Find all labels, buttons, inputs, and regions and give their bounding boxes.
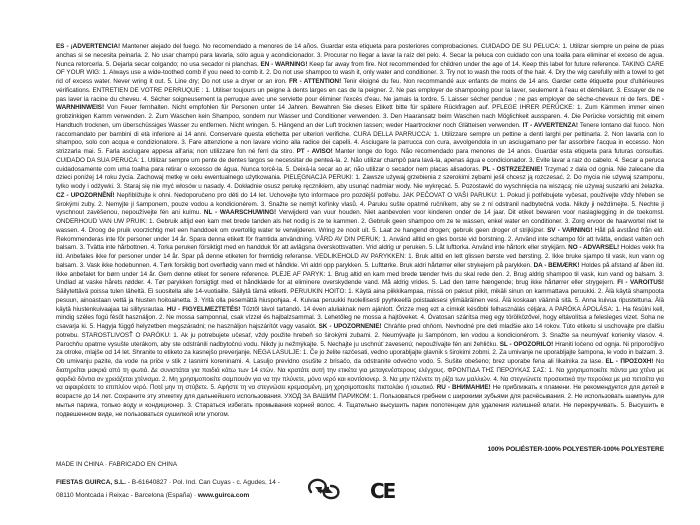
warning-lead: RU - ВНИМАНИЕ! [436, 384, 491, 392]
warning-care-text [56, 43, 664, 443]
warning-lead: HU - FIGYELMEZTETÉS! [166, 305, 241, 313]
warning-text: Tűztől távol tartandó. 14 éven aluliaknak nem ajánlott. Őrizze meg ezt a címkét későbbi felhasználás céljára. A PARÓKA ÁPOLÁSA: 1. Ha fésülni kell, mindig széles fogú fésűt használjon. 2. Ne mossa samponnal, csak vízzel és hajbalzsammal. 3. Lehetőleg ne mossa a hajtöveket. 4. Óvatosan szárítsa meg egy törölközővel, hogy eltávolítsa a felesleges vizet. Soha ne csavarja ki. 5. Hagyja függő helyzetben megszáradni; ne használjon hajszárítót vagy vasalót. [56, 305, 664, 330]
warning-lead: FI - VAROITUS! [617, 279, 664, 287]
company-line-2 [56, 489, 286, 502]
warning-lead: DE - WARNHINWEIS! [56, 95, 664, 112]
warning-text: Verwijderd van vuur houden. Niet aanbevolen voor kinderen onder de 14 jaar. Dit etiket bewaren voor naslaglegging in de toekomst. ONDERHOUD VAN UW PRUIK: 1. Gebruik altijd een kam met brede tanden als het nodig is ze te kammen. 2. Gebruik geen shampoo om ze te wassen, enkel water en conditioner. 3. Zorg ervoor de haarwortel niet te wassen. 4. Droog de pruik voorzichtig met een handdoek om overtollig water te verwijderen. Wring ze nooit uit. 5. Laat ze hangend drogen; gebruik geen droger of strijkijzer. [56, 209, 664, 234]
warning-lead: FR - ATTENTION! [288, 78, 342, 85]
warning-lead: SL - OPOZORILO! [499, 340, 554, 348]
warning-text: Manter longe do fogo. Não recomendado para menores de 14 anos. Guardar esta etiqueta para futuras consultas. CUIDADO DA SUA PERUCA: 1. Utilizar sempre um pente de dentes largos se necessitar de penteá-la. 2. Não utilizar champô para lavá-la, apenas água e condicionador. 3. Evite lavar a raiz do cabelo. 4. Secar a peruca cuidadosamente com uma toalha para retirar o excesso de água. Nunca torcê-la. 5. Deixá-la secar ao ar; não utilizar o secador nem placas alisadoras. [56, 148, 664, 173]
warning-lead: SK - UPOZORNENIE! [318, 323, 382, 330]
warning-text: Mantener alejado del fuego. No recomendado a menores de 14 años. Guardar esta etiqueta para posteriores comprobaciones. CUIDADO DE SU PELUCA: 1. Utilizar siempre un peine de púas anchas si se necesita peinarla. 2. No usar champú para lavarla, sólo agua y acondicionador. 3. Procurar no llegar a lavar la raíz del pelo. 4. Secar la peluca con cuidado con una toalla para eliminar el exceso de agua. Nunca retorcerla. 5. Dejarla secar colgando; no usa secador ni planchas. [56, 43, 664, 68]
warning-lead: DA - BEMÆRK! [533, 261, 580, 269]
warning-text: Trzymać z dala od ognia. Nie zalecane dla dzieci poniżej 14 roku życia. Zachowaj metkę w celu ewentualnego użytkowania. PIELĘGNACJA PERUKI: 1. Zawsze używaj grzebienia z szerokimi zębami jeśli chcesz ją rozczesać. 2. Do mycia nie używaj szamponu, tylko wody i odżywki. 3. Staraj się nie myć włosów u nasady. 4. Dokładnie osusz perukę ręcznikiem, aby usunąć nadmiar wody. Nie wykręcać. 5. Pozostawić do wyschnięcia na wiszącą; nie używaj suszarki ani żelazka. [56, 165, 664, 190]
warning-lead: ES - ¡ADVERTENCIA! [56, 43, 121, 50]
warning-lead: PL - OSTRZEŻENIE! [482, 165, 543, 173]
warning-lead: IT - AVVERTENZA! [522, 121, 578, 129]
warning-text: Не приближать к пламени. Не рекомендуется для детей в возрасте до 14 лет. Сохраните эту этикетку для дальнейшего использования. УХОД ЗА ВАШИМ ПАРИКОМ: 1. Пользоваться гребнем с широкими зубьями для расчёсывания. 2. Не использовать шампунь для мытья парика, только воду и кондиционер. 3. Стараться избегать промывания корней волос. 4. Тщательно высушить парик полотенцем для удаления излишней влаги. Не перекручивать. 5. Высушить в подвешенном виде, не пользоваться сушилкой или утюгом. [56, 384, 664, 418]
warning-text: Säilytettävä poissa tulen läheltä. Ei suositella alle 14-vuotiaille. Säilytä tämä etiketti. PERUUKIN HOITO: 1. Käytä aina piikkikampaa, missä on paksut piikit, mikäli sinun on kammattava peruukki. 2. Älä käytä shampoota pesuun, ainoastaan vettä ja hiusten hoitoainetta. 3. Yritä olla pesemättä hiuspohjaa. 4. Kuivaa peruukki huolellisesti pyyhkeellä poistaaksesi ylimääräinen vesi. Älä koskaan väännä sitä. 5. Anna kuivua ripustettuna. Älä käytä hiustenkuivaajaa tai silitysrautaa. [56, 288, 664, 313]
composition-line: 100% POLIÉSTER-100% POLYESTER-100% POLYESTERE [487, 446, 664, 453]
company-block [56, 476, 286, 502]
company-website: www.guirca.com [197, 492, 250, 499]
warning-lead: NO - ADVARSEL! [568, 244, 620, 252]
ce-mark-logo: CE [370, 479, 395, 503]
warning-text: Håll på avstånd från eld. Rekommenderas inte för personer under 14 år. Spara denna etikett för framtida användning. VÅRD AV DIN PERUK: 1. Använd alltid en gles borste vid borstning. 2. Använd inte schampo för att tvätta, endast vatten och balsam. 3. Tvätta inte hårbottnen. 4. Torka peruken försiktigt med en handduk för att avlägsna överskottsvatten. Vrid aldrig ur peruken. 5. Låt lufttorka. Använd inte hårtork eller strykjärn. [56, 226, 664, 252]
warning-text: Holdes på afstand af åben ild. Ikke anbefalet for børn under 14 år. Gem denne etiket for senere reference. PLEJE AF PARYK: 1. Brug altid en kam med brede tænder hvis du skal rede den. 2. Brug aldrig shampoo til vask, kun vand og balsam. 3. Undlad at vaske hårets rødder. 4. Tør parykken forsigtigt med et håndklæde for at eliminere overskydende vand. Må aldrig vrides. 5. Lad den tørre hængende; brug ikke hårtørrer eller strygejern. [56, 261, 664, 287]
company-address-1: - B-61640827 · Pol. Ind. Can Cuyas - c. Agudes, 14 - [125, 479, 280, 486]
warning-text: Tenir éloigné du feu. Non recommandé aux enfants de moins de 14 ans. Garder cette étiquette pour d'ultérieures vérifications. ENTRETIEN DE VOTRE PERRUQUE : 1. Utiliser toujours un peigne à dents larges en cas de la peigner. 2. Ne pas employer de shampooing pour la laver, seulement à l'eau et démêlant. 3. Essayer de ne pas laver la racine du cheveu. 4. Sécher soigneusement la perruque avec une serviette pour éliminer l'excès d'eau. Ne jamais la tordre. 5. Laisser sécher pendue ; ne pas employer de sèche-cheveux ni de fers. [56, 78, 664, 103]
warning-lead: SV - VARNING! [547, 226, 593, 234]
origin-line: MADE IN CHINA · FABRICADO EN CHINA [56, 461, 178, 468]
warning-text: Nepřibližujte k ohni. Nedoporučeno pro děti do 14 let. Uchovejte tyto informace pro pozdější potřebu. JAK PEČOVAT O VAŠI PARUKU: 1. Pokud ji potřebujete vyčesat, používejte vždy hřeben se širokými zuby. 2. Nemyjte ji šamponem, pouze vodou a kondicionérem. 3. Snažte se nemýt kořínky vlasů. 4. Paruku sušte opatrně ručníkem, aby se z ní odstranil nadbytečná voda. Nikdy ji neždímejte. 5. Nechte ji vyschnout zavěšenou, nepoužívejte fén ani kulmu. [56, 191, 664, 217]
warning-text: Tenere lontano dal fuoco. Non raccomandato per bambini di età inferiore ai 14 anni. Conservare questa etichetta per ulteriori verifiche. CURA DELLA PARRUCCA: 1. Utilizzare sempre un pettine a denti larghi per pettinarla. 2. Non lavarla con lo shampoo, solo con acqua e condizionatore. 3. Fare attenzione a non lavare vicino alla radice dei capelli. 4. Asciugare la parrucca con cura, avvolgendola in un asciugamano per far assorbire l'acqua in eccesso. Non strizzarla mai. 5. Farla asciugare appesa all'aria; non utilizzare fon né ferri da stiro. [56, 121, 664, 155]
warning-text: Hraniti ločeno od ognja. Ni priporočljivo za otroke, mlajše od 14 let. Shranite to etiketo za kasnejšo preverjanje. NEGA LASULJE: 1. Če jo želite razčesati, vedno uporabljajte glavnik s širokimi zobmi. 2. Za umivanje ne uporabljajte šampona, le vodo in balzam. 3. Ob umivanju pazite, da vode na priče v stik z lasnimi koreninami. 4. Lasuljo previdno osušite z brisačo, da odstranite odvečno vodo. 5. Sušite obešeno; brez uporabe fena ali likalnika za lase. [56, 340, 664, 365]
warning-text: Von Feuer fernhalten. Nicht empfohlen für Personen unter 14 Jahren. Bewahren Sie dieses Etikett bitte für spätere Rückfragen auf. PFLEGE IHRER PERÜCKE: 1. Zum Kämmen immer einen grobzinkigen Kamm verwenden. 2. Zum Waschen kein Shampoo, sondern nur Wasser und Conditioner verwenden. 3. Den Haaransatz beim Waschen nach Möglichkeit aussparen. 4. Die Perücke vorsichtig mit einem Handtuch trocknen, um überschüssiges Wasser zu entfernen. Nicht wringen. 5. Hängend an der Luft trocknen lassen; weder Haartrockner noch Glätteisen verwenden. [56, 104, 664, 129]
warning-lead: NL - WAARSCHUWING! [203, 209, 277, 217]
warning-lead: PT - AVISO! [296, 148, 333, 155]
company-line-1 [56, 476, 286, 489]
company-name: FIESTAS GUIRCA, S.L. [56, 479, 126, 486]
warning-lead: EL - ΠΡΟΣΟΧΗ! [605, 358, 654, 365]
company-address-2: 08110 Montcada i Reixac - Barcelona (España) · [56, 492, 198, 499]
warning-lead: EN - WARNING! [260, 60, 308, 68]
warning-text: Keep far away from fire. Not recommended for children under the age of 14. Keep this label for future reference. TAKING CARE OF YOUR WIG: 1. Always use a wide-toothed comb if you need to comb it. 2. Do not use shampoo to wash it, only water and conditioner. 3. Try not to wash the roots of the hair. 4. Dry the wig carefully with a towel to get rid of excess water. Never wring it out. 5. Line dry; Do not use a dryer or an iron. [56, 60, 664, 85]
warning-text: Να διατηρείται μακριά από τη φωτιά. Δε συνιστάται για παιδιά κάτω των 14 ετών. Να κρατάτε αυτή την ετικέτα για μεταγενέστερους ελέγχους. ΦΡΟΝΤΙΔΑ ΤΗΣ ΠΕΡΟΥΚΑΣ ΣΑΣ: 1. Να χρησιμοποιείτε πάντα μια χτένα με φαρδιά δόντια αν χρειάζεται χτένισμα. 2. Μη χρησιμοποιείτε σαμπουάν για να την πλύνετε, μόνο νερό και κοντίσιονερ. 3. Να μην πλένετε τη ρίζα των μαλλιών. 4. Να στεγνώνετε προσεκτικά την περούκα με μια πετσέτα για να αφαιρέσετε το επιπλέον νερό. Ποτέ μην τη στύβετε. 5. Αφήστε τη να στεγνώσει κρεμασμένη, μη χρησιμοποιείτε πιστολάκι ή ισιωτικό. [56, 358, 664, 392]
recycling-loop-icon [298, 474, 348, 504]
warning-text: Holdes vekk fra ild. Anbefales ikke for personer under 14 år. Spar på denne etiketen for fremtidig referanse. VEDLIKEHOLD AV PARYKKEN: 1. Bruk alltid en lett glissen børste ved børsting. 2. Ikke bruke sjampo til vask, kun vann og balsam. 3. Vask ikke hodebunnen. 4. Tørk forsiktig bort overflødig vann med et håndkle. Vri aldri opp parykken. 5. Lufttørke. Bruk aldri hårtørrer eller strykejern på parykken. [56, 244, 664, 269]
warning-text: Chráňte pred ohňom. Nevhodné pre deti mladšie ako 14 rokov. Túto etiketu si uschovajte pre ďalšiu potrebu. STAROSTLIVOSŤ O PARÓKU: 1. Ak ju potrebujete učesať, vždy použite hrebeň so širokými zubami. 2. Neumývajte ju šampónom, len vodou a kondicionérom. 3. Snažte sa neumývať korienky vlasov. 4. Parochňu opatrne vysušte uterákom, aby ste odstránili nadbytočnú vodu. Nikdy ju nežmýkajte. 5. Nechajte ju uschnúť zavesenú; nepoužívajte fén ani žehličku. [56, 323, 664, 348]
warning-lead: CZ - UPOZORNĚNÍ! [56, 191, 115, 199]
